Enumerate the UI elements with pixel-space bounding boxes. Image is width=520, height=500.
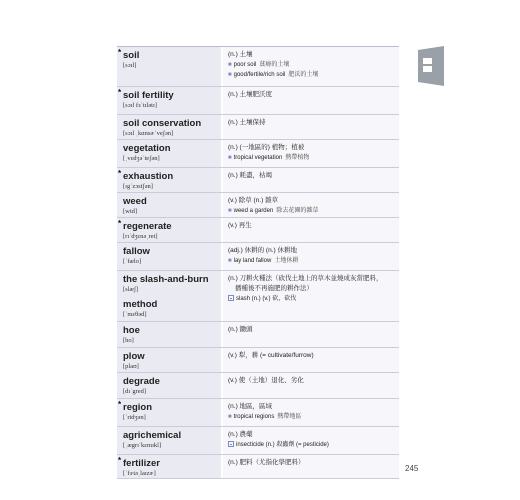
entry-definition-cell [221,168,399,192]
entry-definition-cell [221,140,399,167]
entry-definition-cell [221,218,399,242]
entry-word: region [123,402,153,413]
entry-row [117,140,399,168]
entry-row [117,47,399,87]
entry-word: fertilizer [123,458,160,469]
entry-definition: (v.) 除草 (n.) 雜草 [228,197,279,204]
chapter-tab-icon [418,46,444,86]
example-text: weed a garden [233,208,274,214]
entry-definition-cell [221,455,399,478]
entry-definition-cell [221,47,399,86]
entry-word: hoe [123,325,140,336]
example-translation: 熱帶地區 [277,414,302,420]
entry-example [228,294,395,304]
key-word-star-icon: * [118,169,122,178]
example-text: slash (n.) (v.) 砍，砍伐 [236,296,297,302]
entry-pronunciation: [ho] [123,337,134,344]
entry-pronunciation: [slæʃ] [123,286,139,293]
entry-word: soil conservation [123,118,202,129]
entry-definition-cell [221,271,399,321]
entry-definition: (v.) 再生 [228,222,252,229]
entry-definition-cell [221,322,399,347]
entry-definition: (n.) 肥料（尤指化學肥料） [228,459,305,466]
entry-term-cell [117,455,221,478]
bullet-icon: ■ [228,62,232,68]
related-word-icon [228,295,234,301]
entry-definition-cell [221,243,399,270]
entry-row [117,87,399,115]
entry-term-cell [117,427,221,454]
entry-term-cell [117,193,221,217]
entry-example [228,412,395,422]
entry-word: soil fertility [123,90,174,101]
entry-word: weed [123,196,147,207]
bullet-icon: ■ [228,414,232,420]
entry-term-cell [117,47,221,86]
entry-definition-cell [221,193,399,217]
entry-row [117,427,399,455]
key-word-star-icon: * [118,400,122,409]
entry-definition: (n.) 刀耕火種法（砍伐土地上的草木並燒成灰當肥料， [228,275,383,282]
bullet-icon: ■ [228,155,232,161]
entry-pronunciation: [ɪgˈzɔstʃən] [123,183,153,190]
entry-pronunciation: [dɪˈgred] [123,388,147,395]
example-translation: 熱帶植物 [285,155,310,161]
entry-term-cell [117,322,221,347]
key-word-star-icon: * [118,456,122,465]
entry-word: vegetation [123,143,171,154]
example-text: tropical vegetation [233,155,283,161]
entry-definition: (n.) 耗盡，枯竭 [228,172,273,179]
entry-row [117,243,399,271]
entry-example [228,60,395,70]
entry-definition: (n.) 農藥 [228,431,253,438]
entry-word: degrade [123,376,160,387]
bullet-icon: ■ [228,208,232,214]
entry-term-cell [117,115,221,139]
entry-definition: (n.) (一地區的) 植物；植被 [228,144,305,151]
entry-row [117,168,399,193]
entry-definition: (n.) 土壤 [228,51,253,58]
entry-word: soil [123,50,140,61]
entry-term-cell [117,218,221,242]
entry-example [228,70,395,80]
entry-example [228,256,395,266]
page-number: 245 [405,464,419,473]
entry-word: agrichemical [123,430,182,441]
entry-example [228,153,395,163]
entry-term-cell [117,348,221,372]
entry-term-cell [117,140,221,167]
entry-row [117,322,399,348]
entry-pronunciation: [sɔɪl fɜˈtɪlətɪ] [123,102,157,109]
entry-pronunciation-continued: [ˈmɛθəd] [123,311,147,318]
entry-pronunciation: [ˈfælo] [123,258,142,265]
bullet-icon: ■ [228,258,232,264]
example-text: tropical regions [233,414,275,420]
entry-row [117,193,399,218]
entry-row [117,218,399,243]
entry-term-cell [117,373,221,398]
entry-row [117,271,399,322]
example-translation: 除去花園的雜草 [276,208,319,214]
example-text: lay land fallow [233,258,272,264]
entry-definition: (adj.) 休耕的 (n.) 休耕地 [228,247,297,254]
entry-pronunciation: [rɪˈdʒɛnəˌret] [123,233,158,240]
key-word-star-icon: * [118,48,122,57]
entry-row [117,115,399,140]
example-translation: 土地休耕 [274,258,299,264]
bullet-icon: ■ [228,72,232,78]
entry-example [228,440,395,450]
entry-pronunciation: [ˈridʒən] [123,414,146,421]
entry-word: exhaustion [123,171,174,182]
entry-pronunciation: [ˌvɛdʒəˈteʃən] [123,155,160,162]
entry-row [117,373,399,399]
example-text: poor soil [233,62,257,68]
example-translation: 貧瘠的土壤 [259,62,290,68]
key-word-star-icon: * [118,88,122,97]
entry-term-cell [117,271,221,321]
entry-term-cell [117,399,221,426]
entry-definition-cell [221,115,399,139]
entry-row [117,399,399,427]
entry-pronunciation: [sɔɪl ˌkɑnsɚˈveʃən] [123,130,174,137]
entry-pronunciation: [ˌægrɪˈkɛmɪkl] [123,442,162,449]
entry-definition: (n.) 鋤頭 [228,326,253,333]
entry-definition: (n.) 地區，區域 [228,403,273,410]
entry-word: the slash-and-burn [123,274,209,285]
entry-word-continued: method [123,299,158,310]
entry-definition: 播種後不再施肥的耕作法） [235,285,313,292]
entry-pronunciation: [sɔɪl] [123,62,137,69]
entry-term-cell [117,168,221,192]
entry-word: regenerate [123,221,172,232]
entry-definition: (v.) 使（土地）退化、劣化 [228,377,304,384]
entry-pronunciation: [plaʊ] [123,363,139,370]
entry-definition: (n.) 土壤保持 [228,119,266,126]
entry-definition: (v.) 犁，耕 (= cultivate/furrow) [228,352,314,359]
related-word-icon [228,441,234,447]
entry-definition-cell [221,399,399,426]
entry-definition: (n.) 土壤肥沃度 [228,91,273,98]
entry-definition-cell [221,348,399,372]
example-text: good/fertile/rich soil [233,72,286,78]
key-word-star-icon: * [118,219,122,228]
entry-example [228,206,395,216]
entry-term-cell [117,243,221,270]
entry-term-cell [117,87,221,114]
entry-row [117,455,399,479]
entry-definition-cell [221,373,399,398]
example-text: insecticide (n.) 殺蟲劑 (= pesticide) [236,442,329,448]
entry-word: plow [123,351,145,362]
entry-definition-cell [221,87,399,114]
entry-definition-cell [221,427,399,454]
entry-pronunciation: [ˈfɝtəˌlaɪzɚ] [123,470,156,477]
entry-pronunciation: [wid] [123,208,138,215]
entry-word: fallow [123,246,150,257]
entry-row [117,348,399,373]
example-translation: 肥沃的土壤 [288,72,319,78]
vocabulary-table [117,46,399,479]
